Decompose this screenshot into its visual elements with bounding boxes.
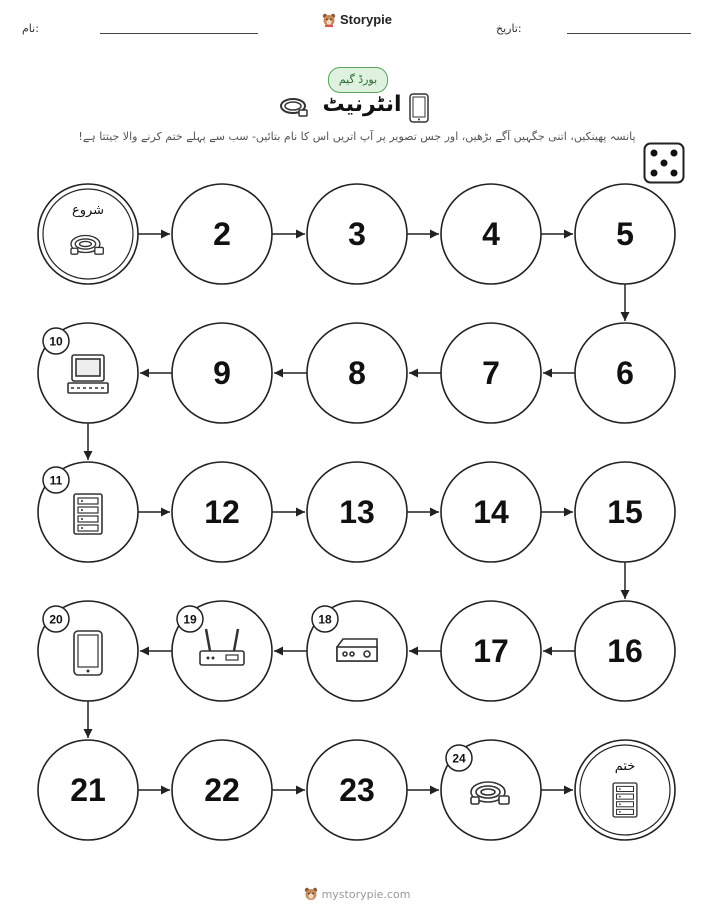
brand-name: Storypie [339,12,392,27]
space-number-badge [43,467,69,493]
board-space-1 [38,184,138,284]
server-icon [613,783,637,817]
space-number: 9 [213,355,231,391]
board-space-22 [172,740,272,840]
board-space-23 [307,740,407,840]
space-number: 13 [339,494,375,530]
tablet-icon [74,631,102,675]
board-game-badge: بورڈ گیم [328,67,388,93]
space-number: 5 [616,216,634,252]
space-number: 23 [339,772,375,808]
board-space-3 [307,184,407,284]
bear-logo-icon [304,887,318,901]
space-number-badge [43,606,69,632]
board-space-16 [575,601,675,701]
space-number-badge [312,606,338,632]
board-space-15 [575,462,675,562]
space-number-badge-label: 20 [49,612,63,627]
space-number: 22 [204,772,240,808]
space-number-badge-label: 19 [183,612,197,627]
board-space-6 [575,323,675,423]
space-number-badge-label: 11 [49,473,63,488]
computer-icon [68,355,108,393]
space-number: 4 [482,216,500,252]
footer-url[interactable]: mystorypie.com [321,887,411,901]
board-space-5 [575,184,675,284]
space-number: 15 [607,494,643,530]
space-number: 16 [607,633,643,669]
space-number: 17 [473,633,509,669]
space-number-badge-label: 24 [452,751,466,766]
date-label: تاریخ: [496,22,522,35]
space-number: 8 [348,355,366,391]
space-number: 7 [482,355,500,391]
board-space-2 [172,184,272,284]
space-number-badge-label: 18 [318,612,332,627]
board-space-8 [307,323,407,423]
board-space-17 [441,601,541,701]
space-number-badge-label: 10 [49,334,63,349]
modem-icon [337,639,377,661]
space-number: 12 [204,494,240,530]
board-space-9 [172,323,272,423]
name-label: نام: [22,22,39,35]
board-space-4 [441,184,541,284]
board-space-7 [441,323,541,423]
space-number: 21 [70,772,106,808]
board-space-21 [38,740,138,840]
instructions: پانسہ پھینکیں، اتنی جگہیں آگے بڑھیں، اور جس تصویر پر آپ اتریں اس کا نام بتائیں- سب سے پہلے ختم کرنے والا جیتتا ہے! [78,130,636,143]
space-label: شروع [71,203,105,218]
space-number-badge [446,745,472,771]
space-number: 6 [616,355,634,391]
board-space-14 [441,462,541,562]
page-title: انٹرنیٹ [322,92,402,117]
space-number: 3 [348,216,366,252]
server-icon [74,494,102,534]
space-number-badge [177,606,203,632]
board-space-12 [172,462,272,562]
space-number: 2 [213,216,231,252]
footer [0,887,714,901]
space-number-badge [43,328,69,354]
space-label: ختم [614,759,636,774]
space-number: 14 [473,494,509,530]
board-space-13 [307,462,407,562]
